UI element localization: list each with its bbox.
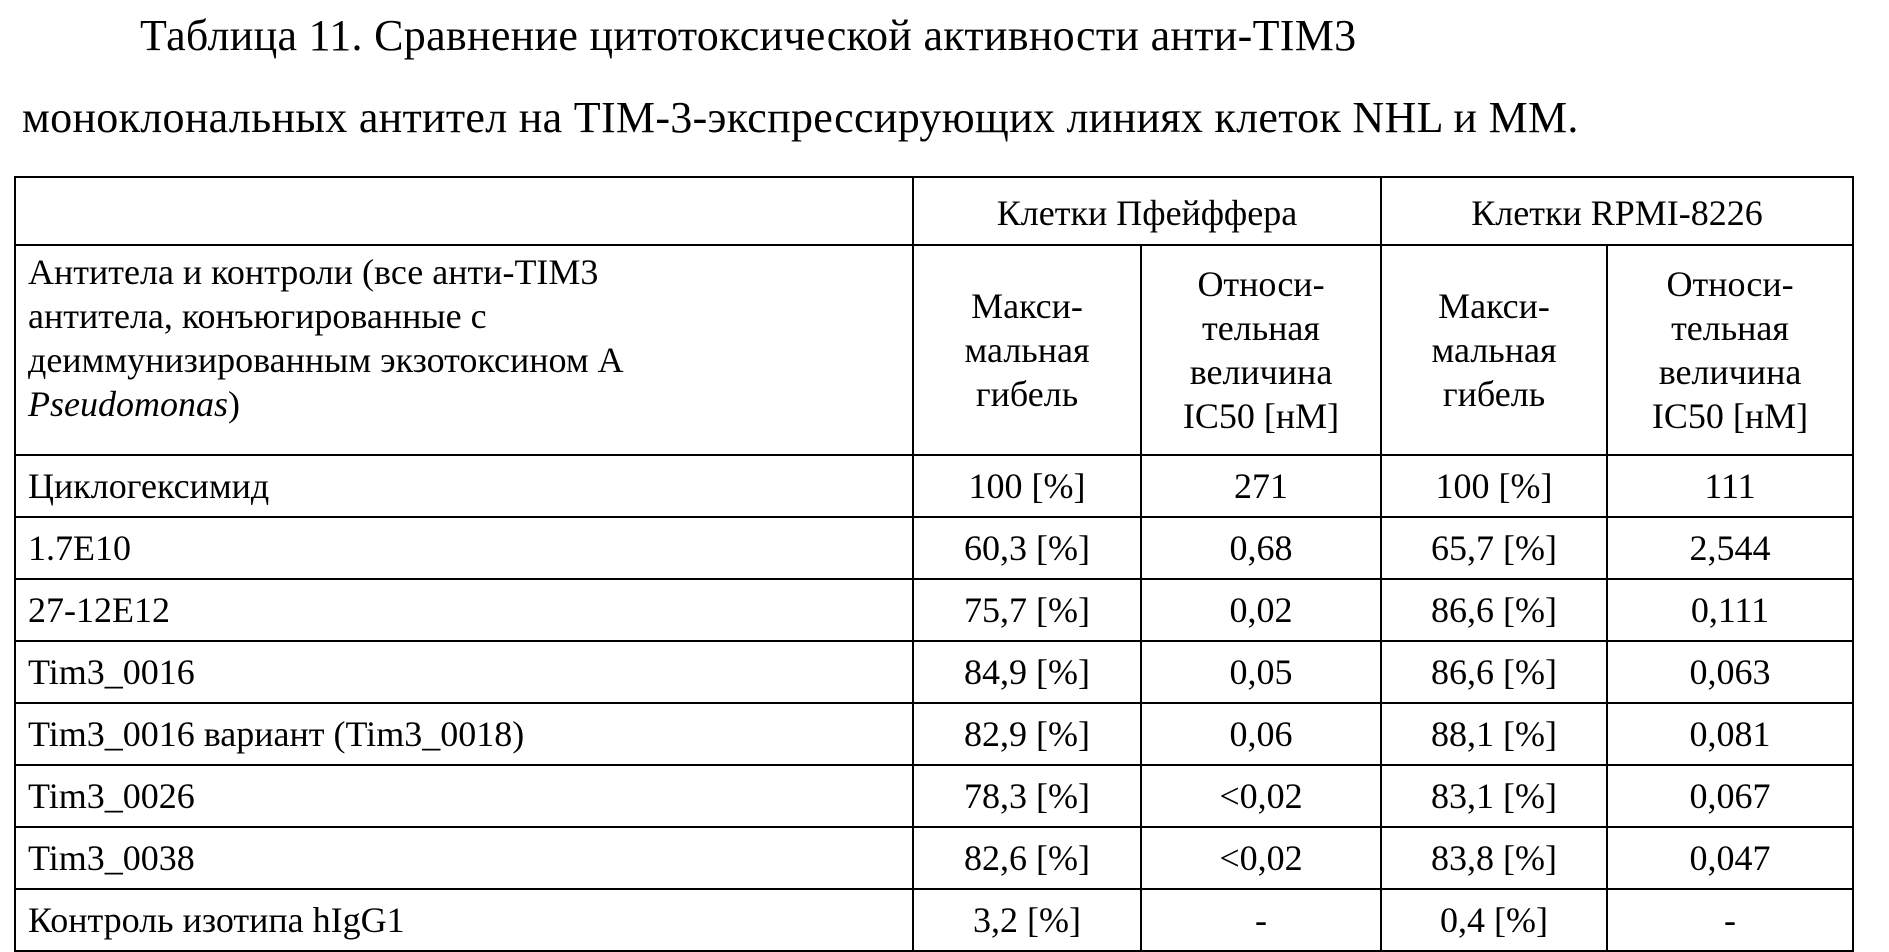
pfeiffer-max-kill-cell: 84,9 [%] [913,641,1141,703]
rpmi-ic50-cell: 111 [1607,455,1853,517]
table-row [15,889,1853,951]
rpmi-ic50-cell: 0,063 [1607,641,1853,703]
pfeiffer-ic50-cell: <0,02 [1141,765,1381,827]
sub-header-line: мальная [1431,330,1557,370]
sub-header-line: мальная [964,330,1090,370]
rpmi-ic50-cell: 0,067 [1607,765,1853,827]
group-header-pfeiffer: Клетки Пфейффера [913,177,1381,245]
row-header-line: деиммунизированным экзотоксином А [28,340,624,380]
table-row [15,703,1853,765]
row-header-line [28,382,900,426]
pfeiffer-ic50-cell: <0,02 [1141,827,1381,889]
rpmi-max-kill-cell: 86,6 [%] [1381,641,1607,703]
rpmi-ic50-cell: 2,544 [1607,517,1853,579]
antibody-name-cell: 27-12E12 [15,579,913,641]
pfeiffer-ic50-cell: - [1141,889,1381,951]
pfeiffer-max-kill-cell: 82,6 [%] [913,827,1141,889]
rpmi-ic50-cell: 0,081 [1607,703,1853,765]
table-caption-line-1: Таблица 11. Сравнение цитотоксической активности анти-TIM3 [140,11,1357,60]
table-row [15,455,1853,517]
sub-header-line: Относи- [1197,264,1325,304]
sub-header-rpmi-max-kill [1381,245,1607,455]
row-header-line: Антитела и контроли (все анти-TIM3 [28,252,599,292]
row-header-line: антитела, конъюгированные с [28,296,487,336]
rpmi-max-kill-cell: 83,8 [%] [1381,827,1607,889]
sub-header-line: IC50 [нМ] [1651,396,1809,436]
rpmi-max-kill-cell: 88,1 [%] [1381,703,1607,765]
sub-header-line: гибель [1442,374,1546,414]
pfeiffer-ic50-cell: 0,05 [1141,641,1381,703]
rpmi-max-kill-cell: 86,6 [%] [1381,579,1607,641]
table-row [15,579,1853,641]
antibody-name-cell: Контроль изотипа hIgG1 [15,889,913,951]
rpmi-max-kill-cell: 83,1 [%] [1381,765,1607,827]
table-row [15,765,1853,827]
rpmi-max-kill-cell: 0,4 [%] [1381,889,1607,951]
sub-header-line: Относи- [1666,264,1794,304]
antibody-name-cell: Tim3_0016 [15,641,913,703]
group-header-rpmi: Клетки RPMI-8226 [1381,177,1853,245]
pfeiffer-ic50-cell: 271 [1141,455,1381,517]
antibody-name-cell: Tim3_0026 [15,765,913,827]
row-header-italic-word: Pseudomonas [28,384,228,424]
pfeiffer-ic50-cell: 0,02 [1141,579,1381,641]
pfeiffer-ic50-cell: 0,68 [1141,517,1381,579]
cytotoxicity-table [14,176,1854,952]
sub-header-line: величина [1658,352,1802,392]
sub-header-rpmi-rel-ic50 [1607,245,1853,455]
empty-corner-cell [15,177,913,245]
pfeiffer-max-kill-cell: 100 [%] [913,455,1141,517]
sub-header-line: Макси- [1438,286,1550,326]
rpmi-ic50-cell: 0,047 [1607,827,1853,889]
table-row [15,827,1853,889]
rpmi-max-kill-cell: 100 [%] [1381,455,1607,517]
pfeiffer-max-kill-cell: 60,3 [%] [913,517,1141,579]
table-row [15,641,1853,703]
sub-header-line: Макси- [971,286,1083,326]
pfeiffer-ic50-cell: 0,06 [1141,703,1381,765]
sub-header-pfeiffer-max-kill [913,245,1141,455]
pfeiffer-max-kill-cell: 75,7 [%] [913,579,1141,641]
sub-header-line: тельная [1202,308,1320,348]
sub-header-pfeiffer-rel-ic50 [1141,245,1381,455]
table-caption-line-2: моноклональных антител на TIM-3-экспрессирующих линиях клеток NHL и MM. [22,93,1579,142]
rpmi-max-kill-cell: 65,7 [%] [1381,517,1607,579]
rpmi-ic50-cell: - [1607,889,1853,951]
group-header-row [15,177,1853,245]
sub-header-line: гибель [975,374,1079,414]
sub-header-row [15,245,1853,455]
antibody-name-cell: Tim3_0016 вариант (Tim3_0018) [15,703,913,765]
rpmi-ic50-cell: 0,111 [1607,579,1853,641]
pfeiffer-max-kill-cell: 78,3 [%] [913,765,1141,827]
table-row [15,517,1853,579]
antibody-name-cell: Циклогексимид [15,455,913,517]
sub-header-line: IC50 [нМ] [1182,396,1340,436]
antibody-name-cell: Tim3_0038 [15,827,913,889]
pfeiffer-max-kill-cell: 82,9 [%] [913,703,1141,765]
row-header-tail: ) [228,384,240,424]
pfeiffer-max-kill-cell: 3,2 [%] [913,889,1141,951]
row-header-cell [15,245,913,455]
antibody-name-cell: 1.7E10 [15,517,913,579]
sub-header-line: тельная [1671,308,1789,348]
sub-header-line: величина [1189,352,1333,392]
